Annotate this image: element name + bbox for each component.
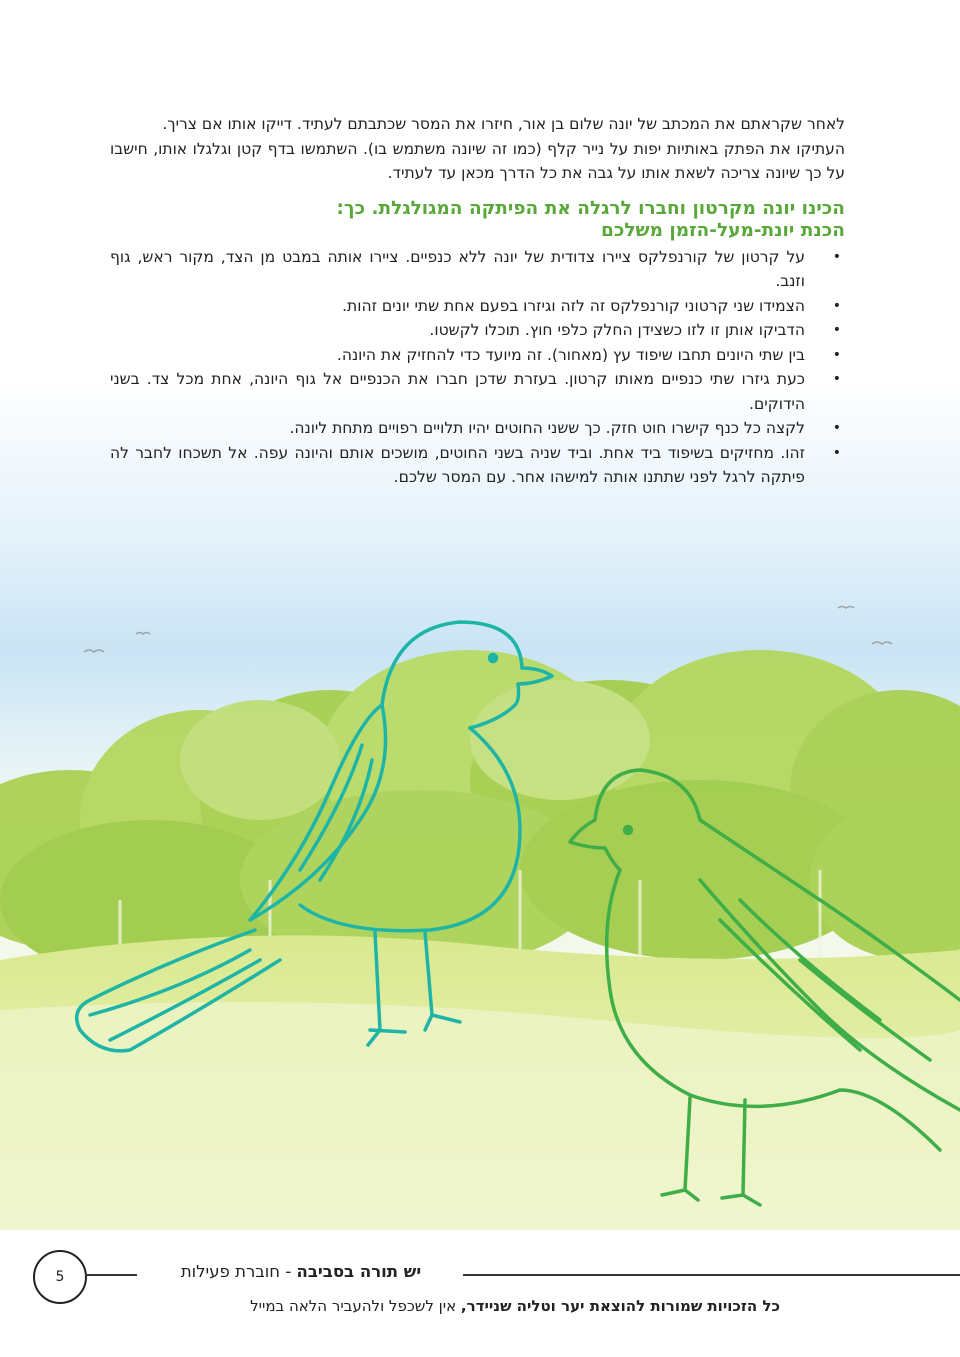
list-item: • על קרטון של קורנפלקס ציירו צדודית של יונה ללא כנפיים. ציירו אותה במבט מן הצד, מקור ראש, גוף וזנב. [110,245,805,294]
intro-paragraph-1: לאחר שקראתם את המכתב של יונה שלום בן אור, חיזרו את המסר שכתבתם לעתיד. דייקו אותו אם צריך. [162,115,845,133]
bullet-icon: • [832,248,841,265]
section-heading-line-2: הכנת יונת-מעל-הזמן משלכם [601,219,845,241]
section-heading [110,198,845,242]
footer-title-rest: - חוברת פעילות [180,1262,297,1281]
list-item: • הדביקו אותן זו לזו כשצידן החלק כלפי חוץ. תוכלו לקשטו. [110,318,805,343]
page-number: 5 [33,1250,87,1304]
list-item: • זהו. מחזיקים בשיפוד ביד אחת. וביד שניה בשני החוטים, מושכים אותם והיונה עפה. אל תשכחו לחבר לה פיתקה לרגל לפני שתתנו אותה למישהו אחר. עם המסר שלכם. [110,441,805,490]
bullet-icon: • [832,297,841,314]
list-item: • בין שתי היונים תחבו שיפוד עץ (מאחור). זה מיועד כדי להחזיק את היונה. [110,343,805,368]
intro-paragraph-2: העתיקו את הפתק באותיות יפות על נייר קלף (כמו זה שיונה משתמש בו). השתמשו בדף קטן וגלגלו אותו, חישבו על כך שיונה צריכה לשאת אותו על גבה את כל הדרך מכאן עד לעתיד. [110,139,845,182]
bullet-icon: • [832,444,841,461]
footer-divider-left [85,1274,137,1276]
copyright-rest: אין לשכפל ולהעביר הלאה במייל [250,1297,461,1315]
bullet-icon: • [832,420,841,436]
list-item: • לקצה כל כנף קישרו חוט חזק. כך ששני החוטים יהיו תלויים רפויים מתחת ליונה. [110,416,805,441]
instruction-list [110,245,845,490]
footer-title-bold: יש תורה בסביבה [296,1262,422,1281]
footer-divider-right [463,1274,960,1276]
copyright-bold: כל הזכויות שמורות להוצאת יער וטליה שניידר, [460,1297,780,1315]
bullet-icon: • [832,322,841,338]
list-item: • כעת גיזרו שתי כנפיים מאותו קרטון. בעזרת שדכן חברו את הכנפיים אל גוף היונה, אחת מכל צד. בשני הידוקים. [110,367,805,416]
list-item: • הצמידו שני קרטוני קורנפלקס זה לזה וגיזרו בפעם אחת שתי יונים זהות. [110,294,805,319]
instructions-text [110,112,845,490]
bullet-icon: • [832,371,841,387]
section-heading-line-1: הכינו יונה מקרטון וחברו לרגלה את הפיתקה המגולגלת. כך: [336,197,845,219]
copyright-notice [150,1297,780,1315]
footer-title [140,1262,462,1281]
bullet-icon: • [832,346,841,363]
